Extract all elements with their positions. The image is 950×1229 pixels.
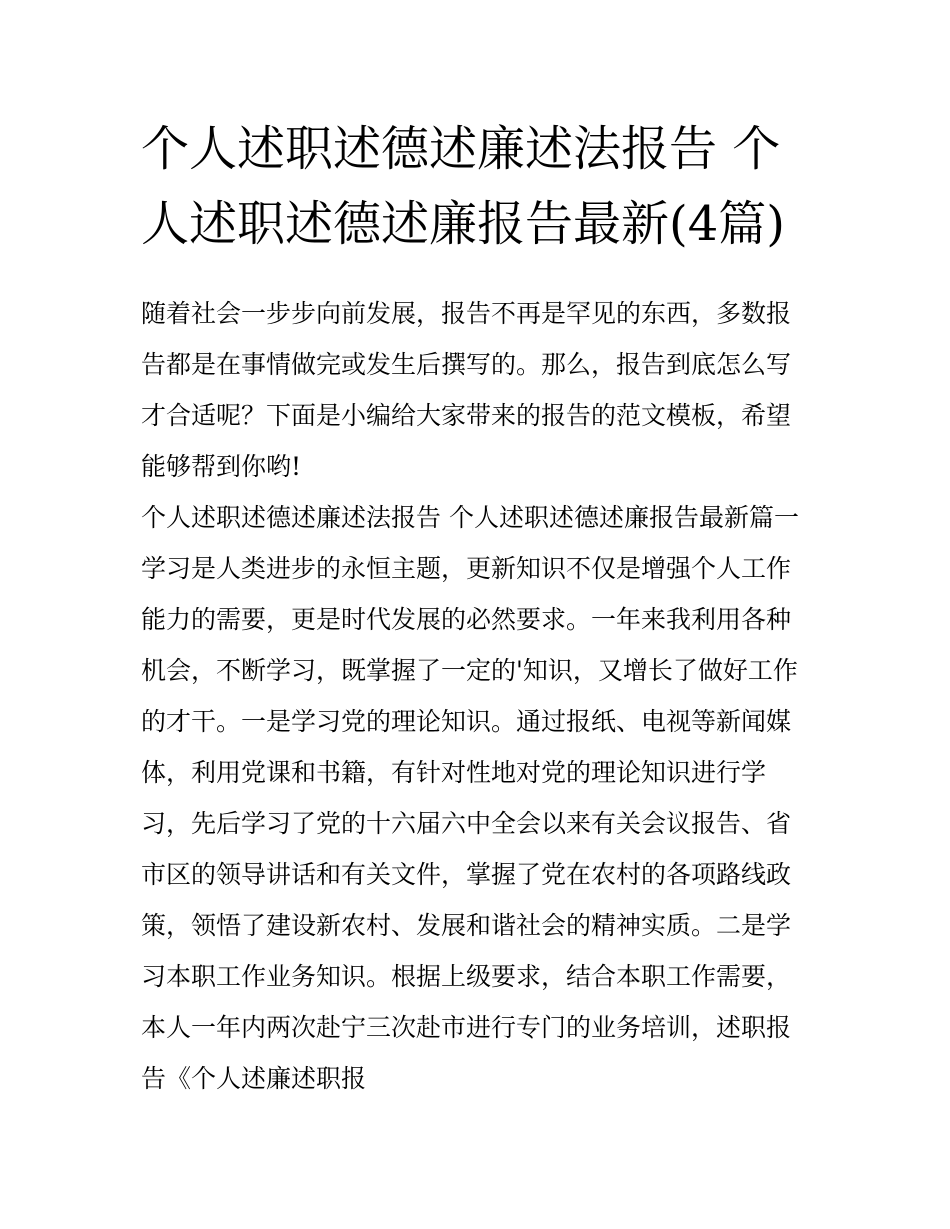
document-body xyxy=(141,288,813,1104)
intro-paragraph: 随着社会一步步向前发展，报告不再是罕见的东西，多数报告都是在事情做完或发生后撰写的。那么，报告到底怎么写才合适呢？下面是小编给大家带来的报告的范文模板，希望能够帮到你哟! xyxy=(141,299,792,481)
body-paragraph: 学习是人类进步的永恒主题，更新知识不仅是增强个人工作能力的需要，更是时代发展的必然要求。一年来我利用各种机会，不断学习，既掌握了一定的'知识，又增长了做好工作的才干。一是学习党的理论知识。通过报纸、电视等新闻媒体，利用党课和书籍，有针对性地对党的理论知识进行学习，先后学习了党的十六届六中全会以来有关会议报告、省市区的领导讲话和有关文件，掌握了党在农村的各项路线政策，领悟了建设新农村、发展和谐社会的精神实质。二是学习本职工作业务知识。根据上级要求，结合本职工作需要，本人一年内两次赴宁三次赴市进行专门的业务培训，述职报告《个人述廉述职报 xyxy=(141,554,798,1093)
document-title: 个人述职述德述廉述法报告 个人述职述德述廉报告最新(4篇) xyxy=(141,121,785,252)
section-heading-paragraph: 个人述职述德述廉述法报告 个人述职述德述廉报告最新篇一 xyxy=(141,503,799,532)
document-page xyxy=(141,112,813,1104)
